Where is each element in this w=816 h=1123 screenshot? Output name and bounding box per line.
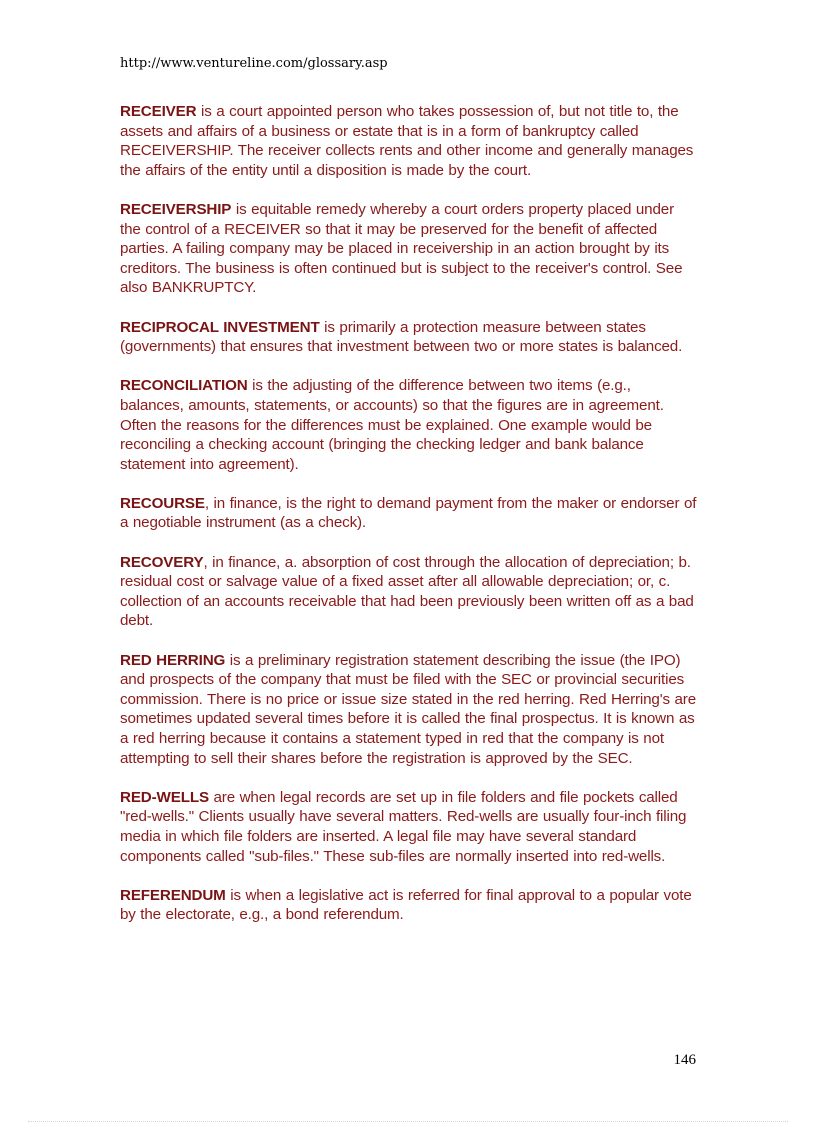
glossary-term: RECOURSE	[120, 494, 205, 512]
glossary-term: RECEIVERSHIP	[120, 200, 232, 218]
glossary-definition: is primarily a protection measure between states (governments) that ensures that investment between two or more states is balanced.	[120, 318, 683, 356]
glossary-term: RECIPROCAL INVESTMENT	[120, 318, 320, 336]
glossary-term: REFERENDUM	[120, 886, 226, 904]
glossary-entry-recovery	[120, 553, 698, 631]
source-url: http://www.ventureline.com/glossary.asp	[120, 56, 388, 71]
glossary-definition: is equitable remedy whereby a court orders property placed under the control of a RECEIVER so that it may be preserved for the benefit of affected parties. A failing company may be placed in receivership in an action brought by its creditors. The business is often continued but is subject to the receiver's control. See also BANKRUPTCY.	[120, 200, 683, 297]
glossary-entry-red-herring	[120, 651, 698, 769]
glossary-term: RED HERRING	[120, 651, 226, 669]
glossary-definition: is when a legislative act is referred for final approval to a popular vote by the electorate, e.g., a bond referendum.	[120, 886, 692, 924]
glossary-definition: are when legal records are set up in file folders and file pockets called "red-wells." Clients usually have several matters. Red-wells are usually four-inch filing media in which file folders are inserted. A legal file may have several standard components called "sub-files." These sub-files are normally inserted into red-wells.	[120, 788, 687, 865]
glossary-definition: is the adjusting of the difference between two items (e.g., balances, amounts, statements, or accounts) so that the figures are in agreement. Often the reasons for the differences must be explained. One example would be reconciling a checking account (bringing the checking ledger and bank balance statement into agreement).	[120, 377, 664, 473]
glossary-entry-reciprocal-investment	[120, 318, 698, 357]
glossary-term: RECEIVER	[120, 103, 197, 120]
glossary-term: RECOVERY	[120, 553, 204, 571]
glossary-definition: , in finance, is the right to demand payment from the maker or endorser of a negotiable instrument (as a check).	[120, 494, 697, 532]
glossary-entry-receiver	[120, 102, 698, 180]
glossary-entries	[120, 102, 698, 945]
glossary-term: RED-WELLS	[120, 788, 209, 806]
glossary-entry-reconciliation	[120, 376, 698, 474]
glossary-definition: , in finance, a. absorption of cost through the allocation of depreciation; b. residual cost or salvage value of a fixed asset after all allowable depreciation; or, c. collection of an accounts receivable that had been previously been written off as a bad debt.	[120, 553, 694, 630]
glossary-entry-referendum	[120, 886, 698, 925]
page-number: 146	[673, 1052, 696, 1068]
glossary-term: RECONCILIATION	[120, 377, 248, 395]
page-edge-divider	[28, 1121, 788, 1122]
glossary-definition: is a preliminary registration statement describing the issue (the IPO) and prospects of the company that must be filed with the SEC or provincial securities commission. There is no price or issue size stated in the red herring. Red Herring's are sometimes updated several times before it is called the final prospectus. It is known as a red herring because it contains a statement typed in red that the company is not attempting to sell their shares before the registration is approved by the SEC.	[120, 651, 696, 767]
glossary-entry-recourse	[120, 494, 698, 533]
glossary-definition: is a court appointed person who takes possession of, but not title to, the assets and affairs of a business or estate that is in a form of bankruptcy called RECEIVERSHIP. The receiver collects rents and other income and generally manages the affairs of the entity until a disposition is made by the court.	[120, 103, 694, 179]
glossary-entry-receivership	[120, 200, 698, 298]
glossary-entry-red-wells	[120, 788, 698, 866]
